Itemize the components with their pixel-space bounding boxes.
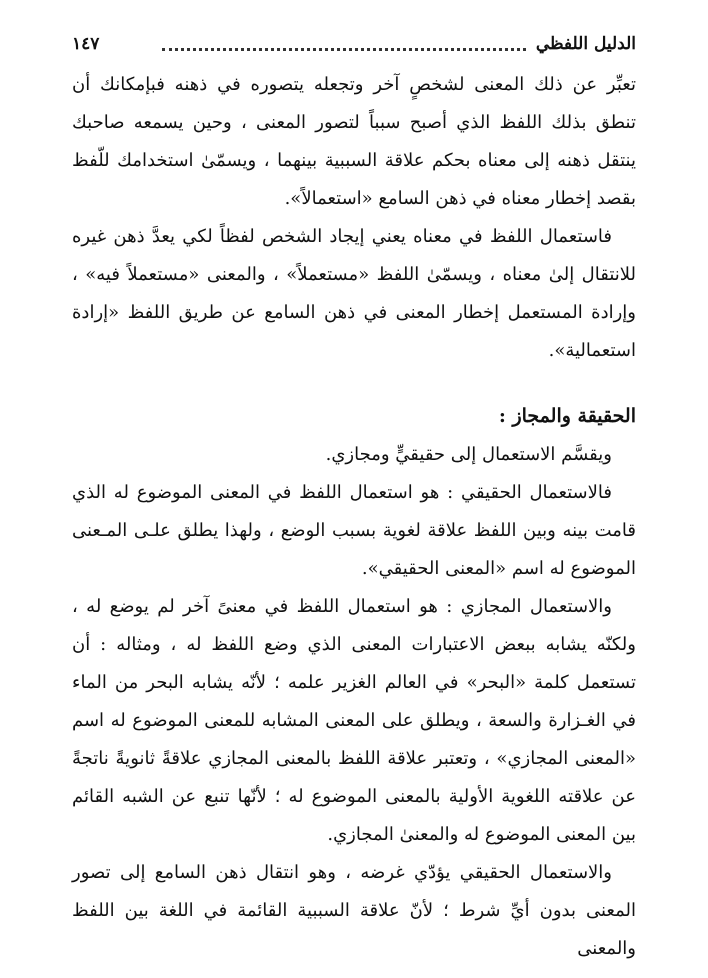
paragraph-literal-purpose: والاستعمال الحقيقي يؤدّي غرضه ، وهو انتقال ذهن السامع إلى تصور المعنى بدون أيِّ شرط ؛ لأنّ علاقة السببية القائمة في اللغة بين اللفظ والمعنى [72,862,636,959]
section-heading: الحقيقة والمجاز : [498,405,636,427]
running-header [72,26,636,66]
paragraph-literal-usage: فالاستعمال الحقيقي : هو استعمال اللفظ في المعنى الموضوع له الذي قامت بينه وبين اللفظ علاقة لغوية بسبب الوضع ، ولهذا يطلق علـى المـعنى الموضوع له اسم «المعنى الحقيقي». [72,482,636,579]
document-page [72,26,636,978]
paragraph-intro: تعبِّر عن ذلك المعنى لشخصٍ آخر وتجعله يتصوره في ذهنه فبإمكانك أن تنطق بذلك اللفظ الذي أصبح سبباً لتصور المعنى ، وحين يسمعه صاحبك ينتقل ذهنه إلى معناه بحكم علاقة السببية بينهما ، ويسمّىٰ استخدامك للّفظ بقصد إخطار معناه في ذهن السامع «استعمالاً». [72,74,636,209]
paragraph-figurative-usage: والاستعمال المجازي : هو استعمال اللفظ في معنىً آخر لم يوضع له ، ولكنّه يشابه ببعض الاعتبارات المعنى الذي وضع اللفظ له ، ومثاله : أن تستعمل كلمة «البحر» في العالم الغزير علمه ؛ لأنّه يشابه البحر من الماء في الغـزارة والسعة ، ويطلق على المعنى المشابه للمعنى الموضوع له اسم «المعنى المجازي» ، وتعتبر علاقة اللفظ بالمعنى المجازي علاقةً ثانويةً ناتجةً عن علاقته اللغوية الأولية بالمعنى الموضوع له ؛ لأنّها تنبع عن الشبه القائم بين المعنى الموضوع له والمعنىٰ المجازي. [72,596,637,845]
paragraph-division: ويقسَّم الاستعمال إلى حقيقيٍّ ومجازي. [325,444,612,465]
page-number: ١٤٧ [72,34,100,54]
paragraph-usage-definition: فاستعمال اللفظ في معناه يعني إيجاد الشخص لفظاً لكي يعدَّ ذهن غيره للانتقال إلىٰ معناه ، ويسمّىٰ اللفظ «مستعملاً» ، والمعنى «مستعملاً فيه» ، وإرادة المستعمل إخطار المعنى في ذهن السامع عن طريق اللفظ «إرادة استعمالية». [72,226,636,361]
header-dotted-leader [162,48,526,51]
running-header-title: الدليل اللفظي [535,34,636,54]
